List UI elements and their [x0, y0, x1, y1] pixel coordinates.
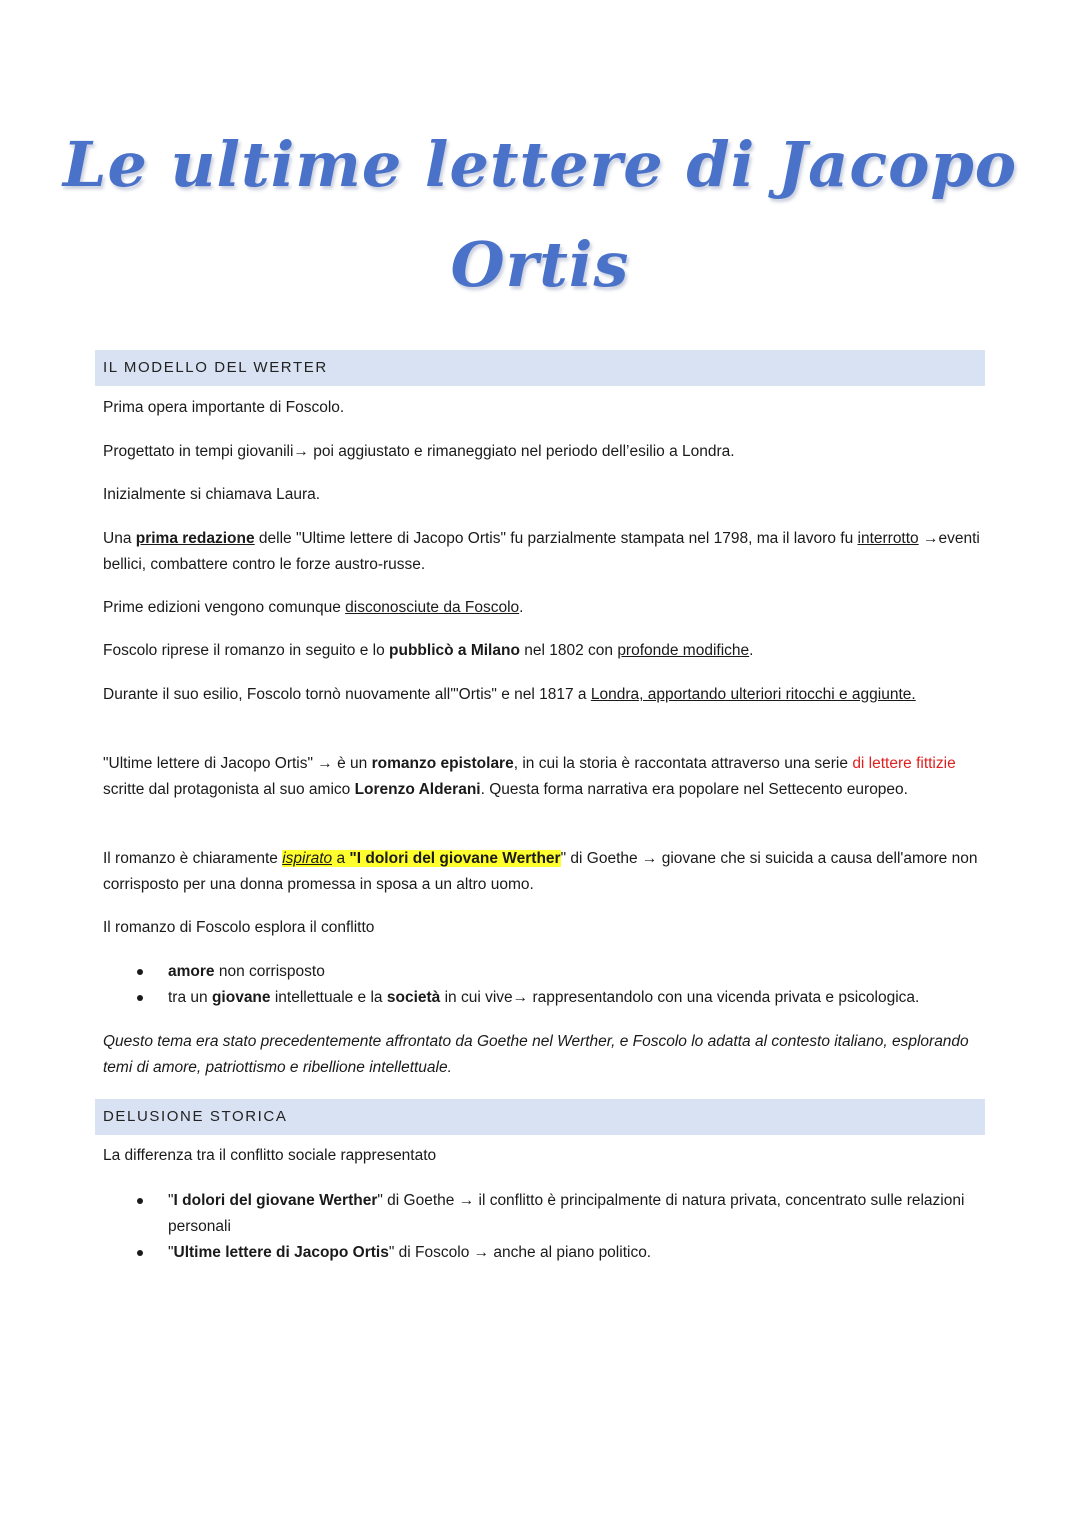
- text: ": [168, 1192, 174, 1209]
- bullet-list: [133, 959, 983, 1011]
- text: delle "Ultime lettere di Jacopo Ortis" fu parzialmente stampata nel 1798, ma il lavoro fu: [254, 530, 858, 547]
- bold-text: I dolori del giovane Werther: [173, 1192, 378, 1209]
- highlighted-bold-text: "I dolori del giovane Werther: [349, 850, 561, 867]
- paragraph: Progettato in tempi giovanili→ poi aggiustato e rimaneggiato nel periodo dell’esilio a Londra.: [103, 443, 735, 460]
- bold-text: amore: [168, 963, 215, 980]
- paragraph: [103, 846, 983, 898]
- list-item: [133, 959, 983, 985]
- bold-text: società: [386, 989, 441, 1006]
- paragraph: [103, 638, 983, 664]
- bold-text: romanzo epistolare: [371, 755, 514, 772]
- paragraph: Inizialmente si chiamava Laura.: [103, 486, 321, 503]
- text: ": [168, 1244, 174, 1261]
- text: . Questa forma narrativa era popolare nel Settecento europeo.: [480, 781, 908, 798]
- text: nel 1802 con: [519, 642, 618, 659]
- text: →eventi bellici, combattere contro le forze austro-russe.: [103, 530, 980, 573]
- text: , in cui la storia è raccontata attraverso una serie: [513, 755, 853, 772]
- bold-text: giovane: [211, 989, 271, 1006]
- underlined-text: Londra, apportando ulteriori ritocchi e aggiunte.: [590, 686, 916, 703]
- text: " di Foscolo → anche al piano politico.: [388, 1244, 652, 1261]
- section-header-modello-werter: IL MODELLO DEL WERTER: [95, 350, 985, 386]
- bullet-icon: [137, 1198, 143, 1204]
- document-title-line-1: Le ultime lettere di Jacopo: [62, 128, 1018, 201]
- section-header-delusione-storica: DELUSIONE STORICA: [95, 1099, 985, 1135]
- highlighted-text: ispirato: [282, 850, 333, 867]
- paragraph: Prima opera importante di Foscolo.: [103, 399, 345, 416]
- text: "Ultime lettere di Jacopo Ortis" → è un: [103, 755, 372, 772]
- highlighted-text: a: [332, 850, 350, 867]
- red-text: di lettere fittizie: [852, 755, 956, 772]
- italic-paragraph: Questo tema era stato precedentemente affrontato da Goethe nel Werther, e Foscolo lo adatta al contesto italiano, esplorando temi di amore, patriottismo e ribellione intellettuale.: [103, 1033, 969, 1076]
- bold-text: pubblicò a Milano: [389, 642, 520, 659]
- text: Una: [103, 530, 136, 547]
- text: Il romanzo è chiaramente: [103, 850, 283, 867]
- list-item: [133, 985, 983, 1011]
- text: Foscolo riprese il romanzo in seguito e lo: [103, 642, 390, 659]
- emphasis-text: prima redazione: [135, 530, 255, 547]
- underlined-text: interrotto: [857, 530, 919, 547]
- list-item: [133, 1240, 983, 1266]
- paragraph: [103, 595, 983, 621]
- paragraph: [103, 751, 983, 803]
- document-title-line-2: Ortis: [450, 228, 630, 301]
- bold-text: Ultime lettere di Jacopo Ortis: [173, 1244, 389, 1261]
- text: scritte dal protagonista al suo amico: [103, 781, 355, 798]
- underlined-text: disconosciute da Foscolo: [345, 599, 520, 616]
- text: .: [749, 642, 754, 659]
- paragraph: [103, 682, 983, 708]
- text: intellettuale e la: [270, 989, 387, 1006]
- bold-text: Lorenzo Alderani: [354, 781, 481, 798]
- text: tra un: [168, 989, 212, 1006]
- text: Prime edizioni vengono comunque: [103, 599, 346, 616]
- bullet-icon: [137, 995, 143, 1001]
- paragraph: [103, 526, 983, 578]
- bullet-list: [133, 1188, 983, 1266]
- list-item: [133, 1188, 983, 1240]
- paragraph: La differenza tra il conflitto sociale rappresentato: [103, 1147, 437, 1164]
- underlined-text: profonde modifiche: [617, 642, 750, 659]
- text: in cui vive→ rappresentandolo con una vicenda privata e psicologica.: [440, 989, 920, 1006]
- paragraph: Il romanzo di Foscolo esplora il conflitto: [103, 919, 375, 936]
- bullet-icon: [137, 1250, 143, 1256]
- text: " di Goethe → giovane che si suicida a causa dell'amore non corrisposto per una donna promessa in sposa a un altro uomo.: [103, 850, 978, 893]
- text: Durante il suo esilio, Foscolo tornò nuovamente all'"Ortis" e nel 1817 a: [103, 686, 591, 703]
- bullet-icon: [137, 969, 143, 975]
- text: .: [519, 599, 524, 616]
- text: non corrisposto: [214, 963, 325, 980]
- text: " di Goethe → il conflitto è principalmente di natura privata, concentrato sulle relazioni personali: [168, 1192, 965, 1235]
